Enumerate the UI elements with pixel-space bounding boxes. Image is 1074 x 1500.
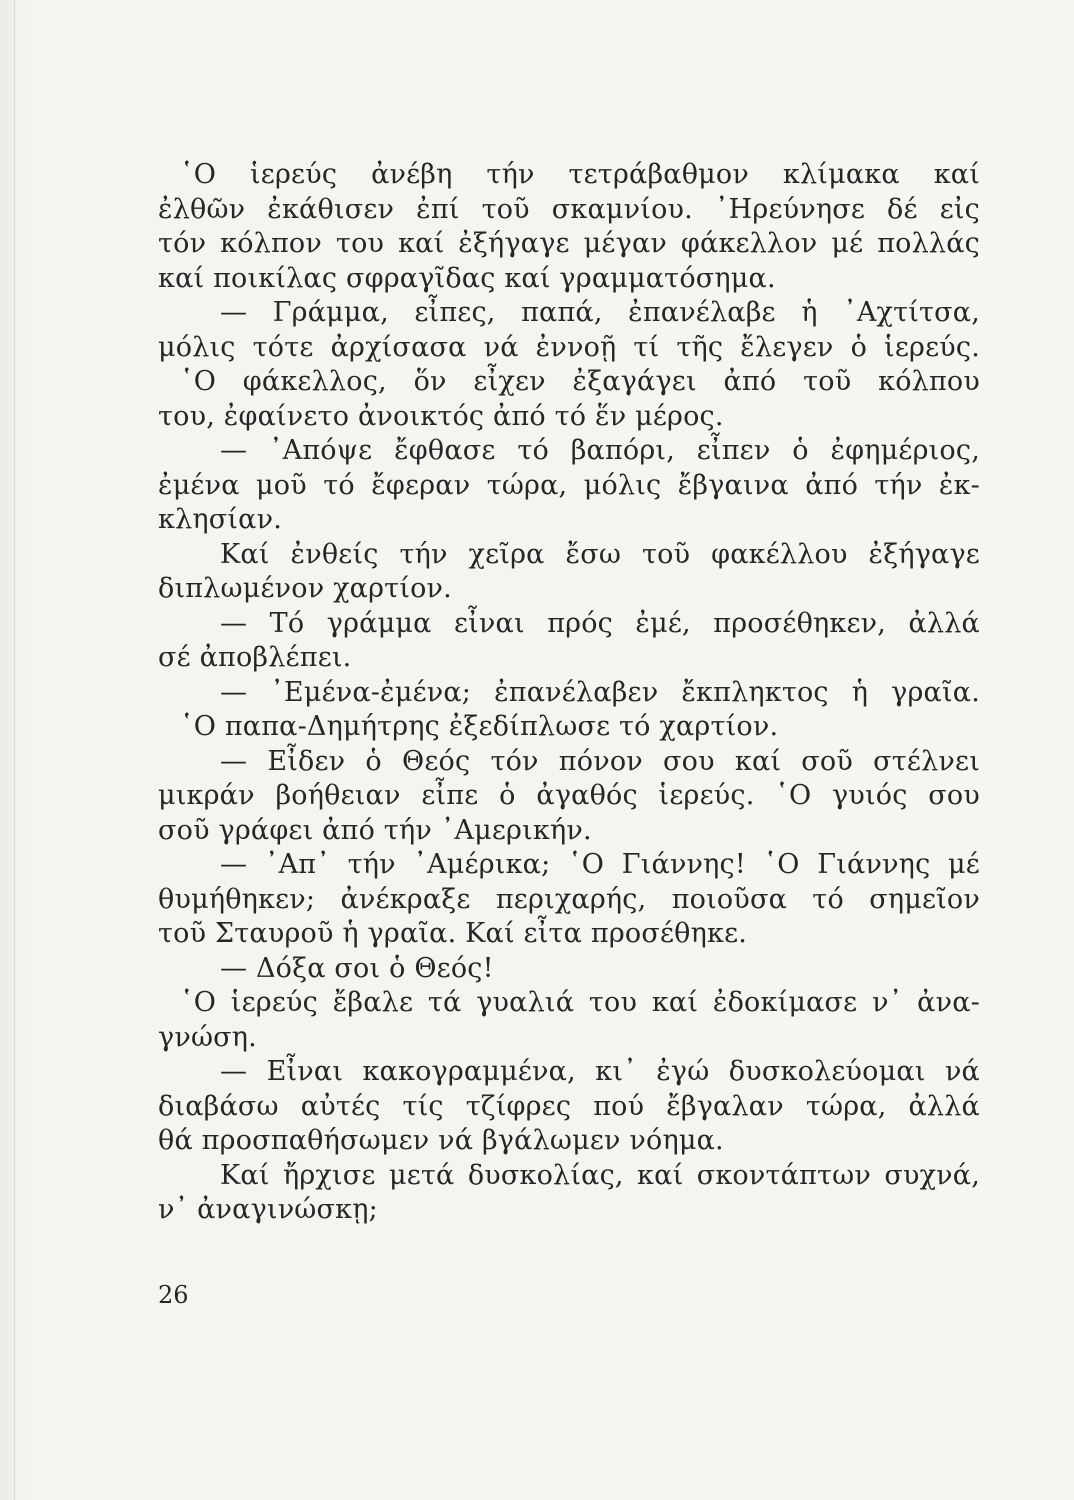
text-line: — Γράμμα, εἶπες, παπά, ἐπανέλαβε ἡ ᾿Αχτίτσα, [220, 297, 980, 328]
text-line: του, ἐφαίνετο ἀνοικτός ἀπό τό ἕν μέρος. [158, 400, 724, 432]
text-line: σέ ἀποβλέπει. [158, 642, 352, 673]
text-line: μικράν βοήθειαν εἶπε ὁ ἀγαθός ἱερεύς. ῾Ο γυιός σου [158, 780, 980, 811]
text-line: θυμήθηκεν; ἀνέκραξε περιχαρής, ποιοῦσα τό σημεῖον [158, 883, 980, 915]
text-line: διπλωμένον χαρτίον. [158, 573, 452, 604]
text-line: καί ποικίλας σφραγῖδας καί γραμματόσημα. [158, 262, 776, 294]
text-line: ἐμένα μοῦ τό ἔφεραν τώρα, μόλις ἔβγαινα ἀπό τήν ἐκ- [158, 469, 980, 501]
text-line: θά προσπαθήσωμεν νά βγάλωμεν νόημα. [158, 1125, 724, 1156]
text-line: κλησίαν. [158, 504, 283, 535]
text-line: Καί ἤρχισε μετά δυσκολίας, καί σκοντάπτων συχνά, [220, 1159, 980, 1191]
text-line: μόλις τότε ἀρχίσασα νά ἐννοῇ τί τῆς ἔλεγεν ὁ ἱερεύς. [158, 331, 980, 363]
text-line: ῾Ο ἱερεύς ἔβαλε τά γυαλιά του καί ἐδοκίμασε ν᾿ ἀνα- [180, 987, 980, 1018]
text-line: — Εἶδεν ὁ Θεός τόν πόνον σου καί σοῦ στέλνει [220, 745, 980, 777]
text-line: γνώση. [158, 1021, 257, 1053]
body-text [158, 158, 980, 1228]
text-line: ἐλθῶν ἐκάθισεν ἐπί τοῦ σκαμνίου. ᾿Ηρεύνησε δέ εἰς [158, 193, 980, 225]
page-binding-edge [14, 0, 15, 1500]
text-line: σοῦ γράφει ἀπό τήν ᾿Αμερικήν. [158, 814, 592, 846]
text-line: Καί ἐνθείς τήν χεῖρα ἔσω τοῦ φακέλλου ἐξήγαγε [220, 538, 980, 570]
text-line: — Τό γράμμα εἶναι πρός ἐμέ, προσέθηκεν, ἀλλά [220, 607, 980, 639]
text-line: τόν κόλπον του καί ἐξήγαγε μέγαν φάκελλον μέ πολλάς [158, 228, 980, 259]
text-line: — ᾿Εμένα-ἐμένα; ἐπανέλαβεν ἔκπληκτος ἡ γραῖα. [220, 676, 980, 708]
text-line: — ᾿Απόψε ἔφθασε τό βαπόρι, εἶπεν ὁ ἐφημέριος, [220, 435, 980, 466]
text-line: — Εἶναι κακογραμμένα, κι᾿ ἐγώ δυσκολεύομαι νά [220, 1056, 980, 1087]
text-line: ῾Ο παπα-Δημήτρης ἐξεδίπλωσε τό χαρτίον. [180, 711, 779, 742]
text-line: διαβάσω αὐτές τίς τζίφρες πού ἔβγαλαν τώρα, ἀλλά [158, 1090, 980, 1122]
page-number: 26 [158, 1281, 189, 1309]
text-line: ῾Ο φάκελλος, ὅν εἶχεν ἐξαγάγει ἀπό τοῦ κόλπου [180, 366, 980, 397]
text-line: ῾Ο ἱερεύς ἀνέβη τήν τετράβαθμον κλίμακα καί [180, 159, 980, 190]
text-line: τοῦ Σταυροῦ ἡ γραῖα. Καί εἶτα προσέθηκε. [158, 918, 748, 949]
text-line: ν᾿ ἀναγινώσκῃ; [158, 1194, 378, 1225]
text-line: — ᾿Απ᾿ τήν ᾿Αμέρικα; ῾Ο Γιάννης! ῾Ο Γιάννης μέ [220, 849, 980, 880]
text-line: — Δόξα σοι ὁ Θεός! [220, 952, 494, 984]
